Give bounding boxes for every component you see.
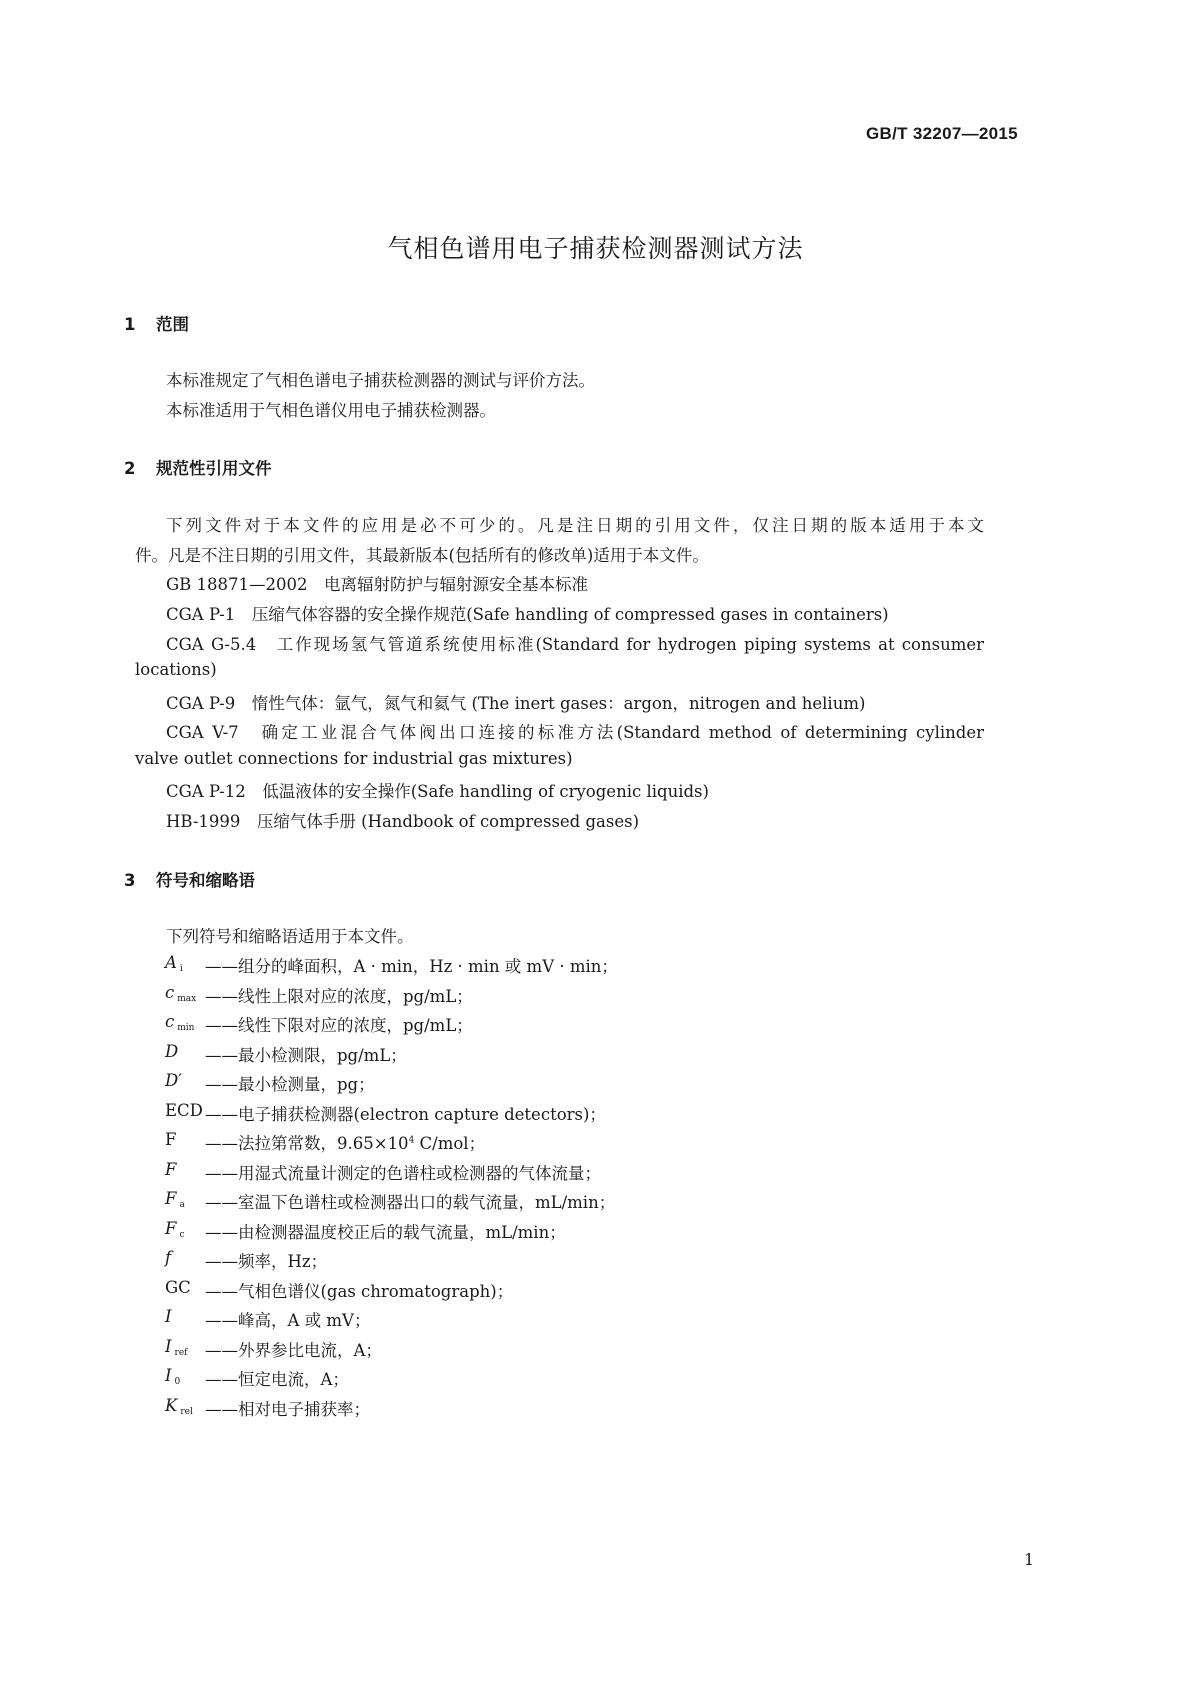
section-heading-2: [124, 455, 272, 479]
symbol-definition: ——气相色谱仪(gas chromatograph)；: [205, 1282, 514, 1301]
symbol: D: [165, 1042, 179, 1061]
symbol: ECD: [165, 1101, 203, 1120]
section-title: 符号和缩略语: [156, 871, 255, 890]
symbol-definition: ——法拉第常数，$9.65\times 10^4$ C/mol；: [205, 1134, 486, 1153]
paragraph: 下列符号和缩略语适用于本文件。: [166, 927, 414, 946]
section-number: 1: [124, 315, 136, 334]
reference-item: CGA P-12 低温液体的安全操作(Safe handling of cryogenic liquids): [166, 782, 709, 801]
symbol: K $_{rel}$: [165, 1396, 193, 1417]
reference-item: HB-1999 压缩气体手册 (Handbook of compressed gases): [166, 812, 640, 831]
reference-item: CGA V-7 确定工业混合气体阀出口连接的标准方法(Standard method of determining cylinder: [166, 723, 984, 742]
symbol: c $_{min}$: [165, 1012, 195, 1033]
section-heading-3: [124, 867, 255, 891]
symbol-definition: ——电子捕获检测器(electron capture detectors)；: [205, 1105, 606, 1124]
section-number: 3: [124, 871, 136, 890]
symbol-definition: ——组分的峰面积，A · min，Hz · min 或 mV · min；: [205, 957, 618, 976]
reference-item-continued: locations): [135, 660, 217, 679]
symbol: D′: [165, 1071, 182, 1090]
symbol-definition: ——最小检测限，pg/mL；: [205, 1046, 407, 1065]
symbol: F: [165, 1160, 177, 1179]
paragraph: 本标准规定了气相色谱电子捕获检测器的测试与评价方法。: [166, 371, 595, 390]
symbol-definition: ——频率，Hz；: [205, 1252, 328, 1271]
symbol: c $_{max}$: [165, 983, 197, 1004]
reference-item-continued: valve outlet connections for industrial gas mixtures): [135, 749, 573, 768]
paragraph: 本标准适用于气相色谱仪用电子捕获检测器。: [166, 401, 496, 420]
symbol: I $_0$: [165, 1366, 181, 1387]
symbol: I $_{ref}$: [165, 1337, 188, 1358]
symbol-definition: ——线性上限对应的浓度，pg/mL；: [205, 987, 473, 1006]
symbol: GC: [165, 1278, 191, 1297]
paragraph: 件。凡是不注日期的引用文件，其最新版本(包括所有的修改单)适用于本文件。: [135, 546, 709, 565]
symbol: I: [165, 1307, 172, 1326]
symbol-definition: ——最小检测量，pg；: [205, 1075, 375, 1094]
symbol: F: [165, 1130, 177, 1149]
symbol-definition: ——用湿式流量计测定的色谱柱或检测器的气体流量；: [205, 1164, 601, 1183]
reference-item: CGA P-1 压缩气体容器的安全操作规范(Safe handling of compressed gases in containers): [166, 605, 889, 624]
reference-item: CGA P-9 惰性气体：氩气，氮气和氦气 (The inert gases：argon，nitrogen and helium): [166, 694, 866, 713]
symbol: f: [165, 1248, 172, 1267]
document-title: 气相色谱用电子捕获检测器测试方法: [387, 234, 804, 263]
page-number: 1: [1024, 1550, 1035, 1569]
symbol-definition: ——室温下色谱柱或检测器出口的载气流量，mL/min；: [205, 1193, 616, 1212]
standard-number: GB/T 32207—2015: [866, 124, 1018, 143]
symbol-definition: ——外界参比电流，A；: [205, 1341, 382, 1360]
paragraph: 下列文件对于本文件的应用是必不可少的。凡是注日期的引用文件，仅注日期的版本适用于本文: [166, 516, 984, 535]
symbol-definition: ——相对电子捕获率；: [205, 1400, 370, 1419]
section-title: 规范性引用文件: [156, 459, 272, 478]
symbol: F $_c$: [165, 1219, 185, 1240]
reference-item: GB 18871—2002 电离辐射防护与辐射源安全基本标准: [166, 575, 589, 594]
symbol: A $_i$: [165, 953, 183, 974]
reference-item: CGA G-5.4 工作现场氢气管道系统使用标准(Standard for hydrogen piping systems at consumer: [166, 635, 984, 654]
section-heading-1: [124, 311, 189, 335]
symbol-definition: ——由检测器温度校正后的载气流量，mL/min；: [205, 1223, 566, 1242]
section-title: 范围: [156, 315, 189, 334]
symbol-definition: ——线性下限对应的浓度，pg/mL；: [205, 1016, 473, 1035]
symbol-definition: ——恒定电流，A；: [205, 1370, 349, 1389]
symbol: F $_a$: [165, 1189, 185, 1210]
section-number: 2: [124, 459, 136, 478]
symbol-definition: ——峰高，A 或 mV；: [205, 1311, 371, 1330]
